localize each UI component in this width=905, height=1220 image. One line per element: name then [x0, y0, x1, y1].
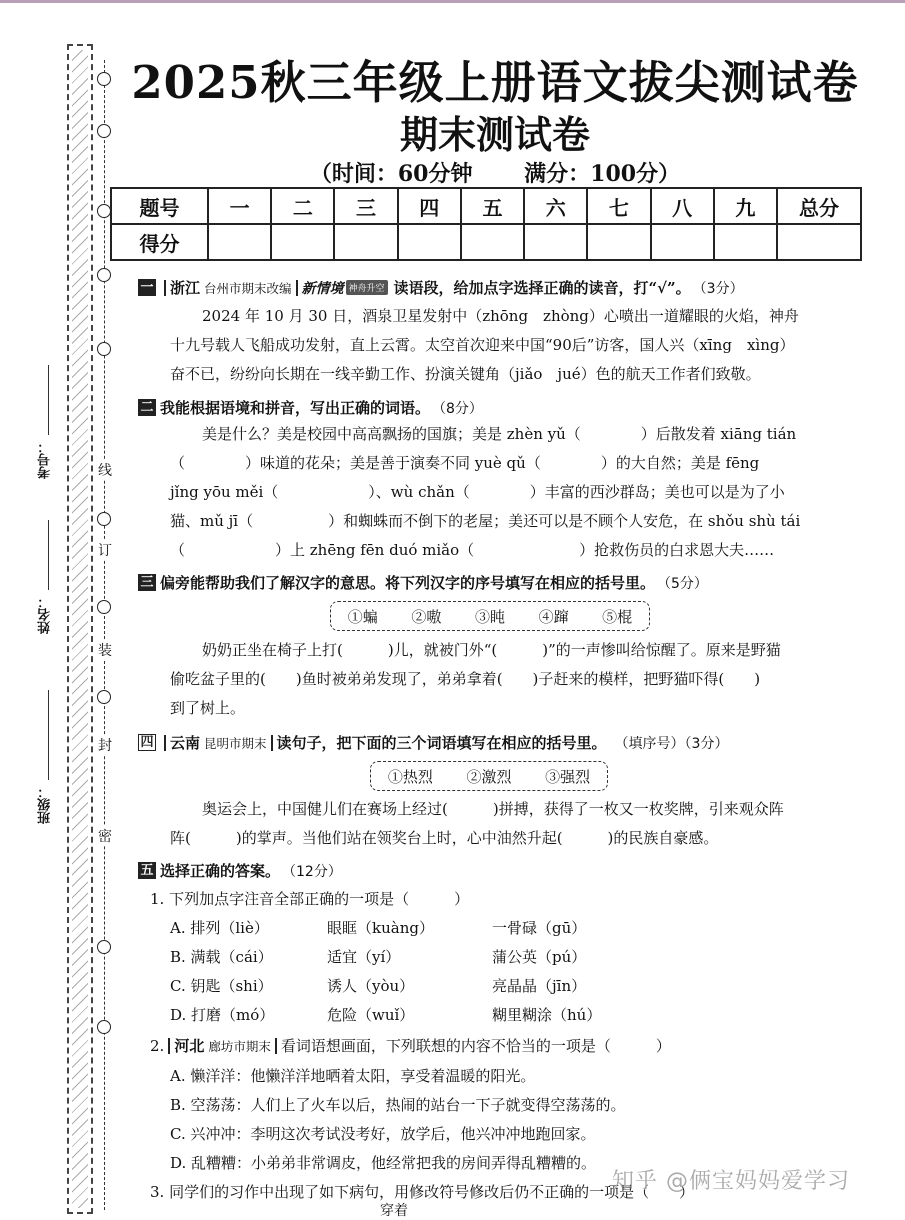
table-cell: 四	[398, 188, 461, 224]
name-line	[48, 520, 49, 590]
option-cell: 一骨碌（gū）	[492, 919, 587, 937]
text-line: 猫、mǔ jī（ ）和蜘蛛而不倒下的老屋；美还可以是不顾个人安危，在 shǒu shù tái	[170, 512, 801, 530]
section-number: 一	[138, 279, 156, 296]
table-cell: 题号	[111, 188, 208, 224]
score-cell[interactable]	[334, 224, 397, 260]
question-2	[150, 1035, 671, 1056]
option-cell: A. 排列（liè）	[170, 919, 269, 937]
page-title: 2025秋三年级上册语文拔尖测试卷	[131, 56, 859, 109]
score: （5分）	[657, 575, 708, 592]
q3-fragment: 穿着	[380, 1203, 408, 1219]
option-cell: C. 钥匙（shi）	[170, 977, 273, 995]
binding-char-ding: 订	[97, 540, 113, 560]
table-cell: 总分	[777, 188, 861, 224]
section-4-options	[370, 761, 608, 791]
option-cell: 蒲公英（pú）	[492, 948, 587, 966]
score: （12分）	[282, 863, 342, 880]
option: ⑤棍	[602, 607, 633, 626]
top-border	[0, 0, 905, 3]
score: （8分）	[432, 400, 483, 417]
source-tag: 台州市期末改编	[204, 280, 292, 296]
option-cell: 诱人（yòu）	[327, 977, 415, 995]
name-label: 姓名：	[38, 595, 53, 634]
source-tag: 昆明市期末	[204, 735, 267, 751]
table-cell: 八	[651, 188, 714, 224]
section-number: 三	[138, 574, 156, 591]
page-subtitle: 期末测试卷	[399, 112, 590, 157]
question-text: 看词语想画面，下列联想的内容不恰当的一项是（ ）	[280, 1037, 671, 1055]
score: （3分）	[692, 280, 744, 297]
score-cell[interactable]	[208, 224, 271, 260]
score-cell[interactable]	[271, 224, 334, 260]
score: （填序号）（3分）	[614, 735, 729, 752]
binding-char-xian: 线	[97, 460, 113, 480]
question-1: 1. 下列加点字注音全部正确的一项是（ ）	[150, 890, 470, 908]
q2-option-a: A. 懒洋洋：他懒洋洋地晒着太阳，享受着温暖的阳光。	[170, 1067, 536, 1085]
text-line: jǐng yōu měi（ ）、wù chǎn（ ）丰富的西沙群岛；美也可以是为了小	[170, 483, 785, 501]
region-tag: 云南	[170, 734, 201, 752]
section-number: 四	[138, 734, 156, 751]
option-cell: 危险（wuǐ）	[327, 1006, 415, 1024]
section-3-heading	[138, 572, 708, 593]
instruction: 选择正确的答案。	[160, 862, 281, 880]
full-score: 满分：100分）	[524, 161, 681, 187]
region-tag: 河北	[174, 1037, 205, 1055]
binding-char-zhuang: 装	[97, 640, 113, 660]
score-cell[interactable]	[461, 224, 524, 260]
instruction: 我能根据语境和拼音，写出正确的词语。	[160, 399, 431, 417]
exam-no-label: 考号：	[38, 440, 53, 479]
text-line: 奥运会上，中国健儿们在赛场上经过( )拼搏，获得了一枚又一枚奖牌，引来观众阵	[202, 800, 784, 818]
text-line: 美是什么？美是校园中高高飘扬的国旗；美是 zhèn yǔ（ ）后散发着 xiāng tián	[202, 425, 797, 443]
section-1-heading	[138, 277, 744, 298]
class-line	[48, 690, 49, 780]
instruction: 读语段，给加点字选择正确的读音，打“√”。	[393, 279, 691, 297]
section-2-heading	[138, 397, 483, 418]
score-table-header-row	[111, 188, 861, 224]
time-info	[110, 157, 880, 188]
score-table	[110, 187, 862, 261]
table-cell: 九	[714, 188, 777, 224]
option-cell: 适宜（yí）	[327, 948, 401, 966]
option: ①热烈	[387, 767, 433, 786]
q2-option-b: B. 空荡荡：人们上了火车以后，热闹的站台一下子就变得空荡荡的。	[170, 1096, 626, 1114]
section-number: 五	[138, 862, 156, 879]
table-cell: 二	[271, 188, 334, 224]
binding-char-feng: 封	[97, 735, 113, 755]
section-4-heading	[138, 732, 728, 753]
score-cell[interactable]	[714, 224, 777, 260]
table-cell: 六	[524, 188, 587, 224]
text-line: 2024 年 10 月 30 日，酒泉卫星发射中（zhōng zhòng）心喷出一道耀眼的火焰，神舟	[202, 307, 799, 325]
text-line: 到了树上。	[170, 699, 246, 717]
text-line: 奋不已，纷纷向长期在一线辛勤工作、扮演关键角（jiǎo jué）色的航天工作者们致敬。	[170, 365, 761, 383]
new-tag: 新情境	[301, 280, 344, 297]
q2-option-c: C. 兴冲冲：李明这次考试没考好，放学后，他兴冲冲地跑回家。	[170, 1125, 596, 1143]
score-cell[interactable]	[651, 224, 714, 260]
table-cell: 七	[587, 188, 650, 224]
section-2-passage	[170, 420, 850, 565]
option: ③强烈	[545, 767, 591, 786]
question-3: 3. 同学们的习作中出现了如下病句，用修改符号修改后仍不正确的一项是（ ）	[150, 1183, 695, 1201]
instruction: 偏旁能帮助我们了解汉字的意思。将下列汉字的序号填写在相应的括号里。	[160, 574, 656, 592]
source-tag: 廊坊市期末	[208, 1038, 271, 1054]
option-cell: 糊里糊涂（hú）	[492, 1006, 602, 1024]
section-5-heading	[138, 860, 342, 881]
watermark: 知乎 @俩宝妈妈爱学习	[612, 1169, 850, 1194]
q2-option-d: D. 乱糟糟：小弟弟非常调皮，他经常把我的房间弄得乱糟糟的。	[170, 1154, 597, 1172]
binding-strip	[67, 44, 93, 1214]
section-4-passage	[170, 795, 850, 853]
table-cell: 得分	[111, 224, 208, 260]
score-table-score-row	[111, 224, 861, 260]
binding-dashed-line	[104, 60, 105, 1210]
time-limit: （时间：60分钟	[309, 161, 473, 187]
text-line: 偷吃盆子里的( )鱼时被弟弟发现了，弟弟拿着( )子赶来的模样，把野猫吓得( )	[170, 670, 761, 688]
table-cell: 一	[208, 188, 271, 224]
text-line: 十九号载人飞船成功发射，直上云霄。太空首次迎来中国“90后”访客，国人兴（xīng xìng）	[170, 336, 795, 354]
option: ②嗷	[411, 607, 442, 626]
option: ③盹	[474, 607, 505, 626]
score-cell[interactable]	[398, 224, 461, 260]
section-3-passage	[170, 636, 850, 723]
exam-no-line	[48, 365, 49, 435]
instruction: 读句子，把下面的三个词语填写在相应的括号里。	[276, 734, 607, 752]
option: ④蹿	[538, 607, 569, 626]
text-line: 阵( )的掌声。当他们站在领奖台上时，心中油然升起( )的民族自豪感。	[170, 829, 719, 847]
section-number: 二	[138, 399, 156, 416]
score-cell[interactable]	[587, 224, 650, 260]
new-chip: 神舟升空	[346, 280, 388, 295]
option-cell: 眼眶（kuàng）	[327, 919, 434, 937]
option: ①蝙	[347, 607, 378, 626]
option-cell: B. 满载（cái）	[170, 948, 273, 966]
region-tag: 浙江	[170, 279, 201, 297]
class-label: 班级：	[38, 785, 53, 824]
section-1-passage	[170, 302, 850, 389]
section-3-options	[330, 601, 650, 631]
option-cell: D. 打磨（mó）	[170, 1006, 275, 1024]
score-cell[interactable]	[524, 224, 587, 260]
text-line: 奶奶正坐在椅子上打( )儿，就被门外“( )”的一声惨叫给惊醒了。原来是野猫	[202, 641, 781, 659]
option-cell: 亮晶晶（jīn）	[492, 977, 587, 995]
option: ②激烈	[466, 767, 512, 786]
text-line: （ ）上 zhēng fēn duó miǎo（ ）抢救伤员的白求恩大夫……	[170, 541, 775, 559]
text-line: （ ）味道的花朵；美是善于演奏不同 yuè qǔ（ ）的大自然；美是 fēng	[170, 454, 760, 472]
score-cell[interactable]	[777, 224, 861, 260]
binding-char-mi: 密	[97, 826, 113, 846]
question-number: 2.	[150, 1036, 165, 1055]
table-cell: 三	[334, 188, 397, 224]
table-cell: 五	[461, 188, 524, 224]
